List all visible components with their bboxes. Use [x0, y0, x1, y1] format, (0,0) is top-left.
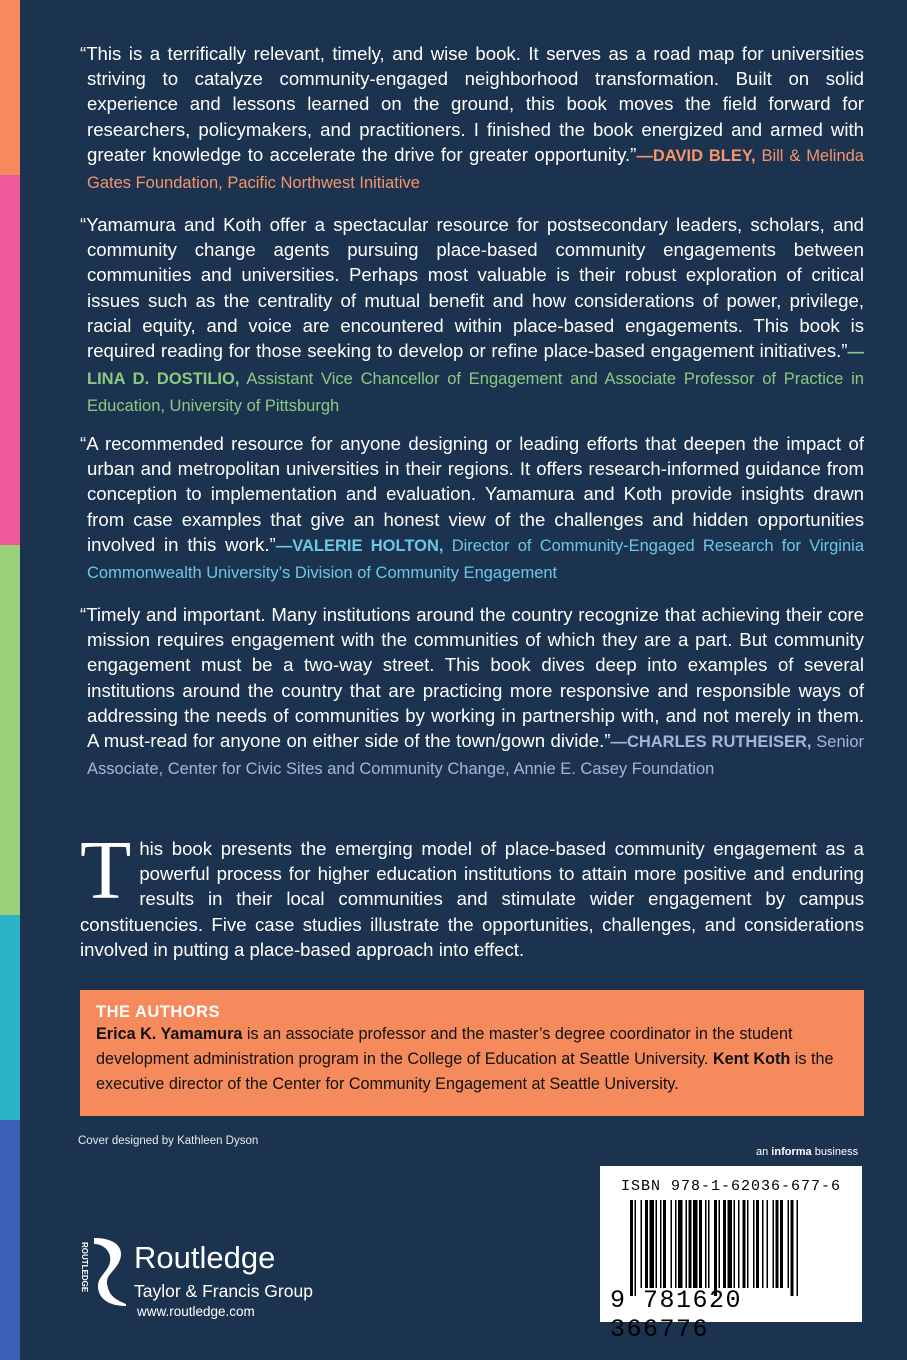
quote-text: “This is a terrifically relevant, timely, and wise book. It serves as a road map for universities striving to catalyze community-engaged neighborhood transformation. Built on solid experience and lessons learned on the ground, this book moves the field forward for researchers, policymakers, and practitioners. I finished the book energized and armed with greater knowledge to accelerate the drive for greater opportunity.”: [80, 43, 864, 165]
description-text: his book presents the emerging model of place-based community engagement as a powerful process for higher education institutions to attain more positive and enduring results in their local communities and stimulate wider engagement by campus constituencies. Five case studies illustrate the opportunities, challenges, and considerations involved in putting a place-based approach into effect.: [80, 838, 864, 960]
isbn-text: ISBN 978-1-62036-677-6: [620, 1178, 842, 1195]
barcode-number: 9 781620 366776: [610, 1286, 743, 1344]
stripe-pink: [0, 175, 20, 545]
publisher-url: www.routledge.com: [137, 1304, 255, 1319]
barcode-bars: [630, 1200, 842, 1296]
color-stripes: [0, 0, 20, 1360]
quote-affiliation: Bill & Melinda Gates Foundation, Pacific Northwest Initiative: [87, 146, 864, 193]
stripe-green: [0, 545, 20, 915]
quote-bley: [80, 41, 864, 196]
informa-prefix: an: [756, 1146, 772, 1158]
quote-author: —CHARLES RUTHEISER,: [610, 733, 812, 752]
author-name: Erica K. Yamamura: [96, 1025, 243, 1043]
logo-vertical-text: ROUTLEDGE: [80, 1242, 89, 1293]
informa-suffix: business: [811, 1146, 859, 1158]
quote-dostilio: [80, 212, 864, 420]
quote-text: “Timely and important. Many institutions around the country recognize that achieving their core mission requires engagement with the communities of which they are a part. But community engagement must be a two-way street. This book dives deep into examples of several institutions around the country that are practicing more responsive and responsible ways of addressing the needs of communities by working in partnership with, and not merely in them. A must-read for anyone on either side of the town/gown divide.”: [80, 604, 864, 752]
barcode: [600, 1166, 862, 1344]
author-bio: is an associate professor and the master’s degree coordinator in the student development administration program in the College of Education at Seattle University.: [96, 1025, 793, 1068]
publisher-group: Taylor & Francis Group: [134, 1281, 313, 1301]
quote-author: —LINA D. DOSTILIO,: [87, 343, 864, 389]
quote-rutheiser: [80, 602, 864, 782]
informa-tag: [756, 1146, 858, 1158]
quote-affiliation: Director of Community-Engaged Research for Virginia Commonwealth University’s Division of Community Engagement: [87, 536, 864, 583]
quote-author: —DAVID BLEY,: [636, 146, 756, 165]
quote-author: —VALERIE HOLTON,: [275, 536, 444, 555]
book-description: [80, 824, 864, 962]
authors-box: [80, 990, 864, 1116]
quote-affiliation: Senior Associate, Center for Civic Sites and Community Change, Annie E. Casey Foundation: [87, 733, 864, 779]
routledge-logo-icon: [74, 1236, 128, 1308]
quote-holton: [80, 431, 864, 586]
stripe-orange: [0, 0, 20, 175]
authors-heading: THE AUTHORS: [96, 1003, 221, 1021]
author-name: Kent Koth: [712, 1050, 791, 1068]
cover-credit: Cover designed by Kathleen Dyson: [78, 1135, 259, 1147]
stripe-teal: [0, 915, 20, 1120]
quote-text: “Yamamura and Koth offer a spectacular resource for postsecondary leaders, scholars, and community change agents pursuing place-based community engagements between communities and universities. Perhaps most valuable is their robust exploration of critical issues such as the centrality of mutual benefit and how considerations of power, privilege, racial equity, and voice are encountered within place-based engagements. This book is required reading for those seeking to develop or refine place-based engagement initiatives.”: [80, 214, 864, 362]
drop-cap: T: [80, 824, 132, 917]
informa-brand: informa: [771, 1146, 812, 1158]
publisher-name: Routledge: [134, 1240, 276, 1275]
quote-text: “A recommended resource for anyone designing or leading efforts that deepen the impact of urban and metropolitan universities in their regions. It offers research-informed guidance from conception to implementation and evaluation. Yamamura and Koth provide insights drawn from case examples that give an honest view of the challenges and hidden opportunities involved in this work.”: [80, 433, 864, 555]
authors-bio: [96, 1022, 848, 1097]
author-bio: is the executive director of the Center for Community Engagement at Seattle University.: [96, 1050, 834, 1093]
quote-affiliation: Assistant Vice Chancellor of Engagement and Associate Professor of Practice in Education, University of Pittsburgh: [87, 370, 864, 416]
stripe-blue: [0, 1120, 20, 1360]
